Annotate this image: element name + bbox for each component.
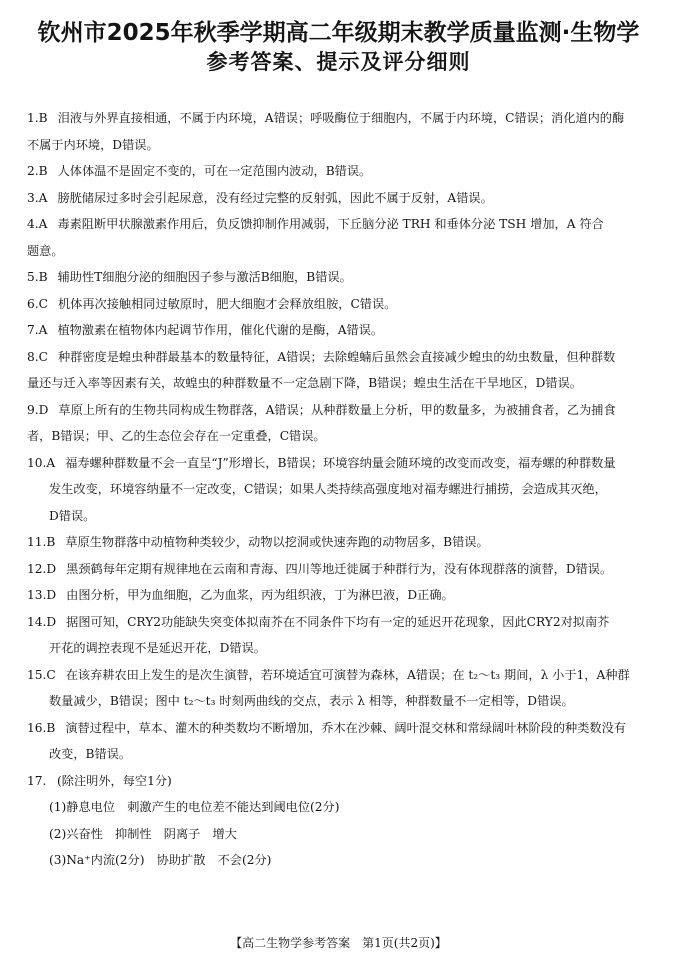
answer-item [27, 211, 652, 238]
answer-item-continuation [27, 423, 652, 450]
answer-text: 泪液与外界直接相通，不属于内环境，A错误；呼吸酶位于细胞内，不属于内环境，C错误；消化道内的酶 [57, 111, 625, 125]
answer-number: 16.B [27, 720, 56, 735]
answer-item [27, 582, 652, 609]
answer-text: 膀胱储尿过多时会引起尿意，没有经过完整的反射弧，因此不属于反射，A错误。 [57, 190, 493, 205]
answer-text: 草原生物群落中动植物种类较少，动物以挖洞或快速奔跑的动物居多，B错误。 [65, 535, 489, 549]
answer-item [27, 344, 652, 371]
answer-number: 1.B [27, 111, 48, 125]
answer-number: 10.A [27, 455, 56, 470]
answer-item [27, 105, 652, 132]
answer-number: 4.A [27, 217, 48, 231]
answer-item-continuation [27, 132, 652, 159]
answer-number: 8.C [27, 349, 48, 364]
answer-text: 种群密度是蝗虫种群最基本的数量特征，A错误；去除蝗蝻后虽然会直接减少蝗虫的幼虫数量，但种群数 [57, 349, 616, 364]
answer-number: 17. [27, 773, 47, 788]
answer-text: 植物激素在植物体内起调节作用，催化代谢的是酶，A错误。 [57, 323, 384, 337]
answer-number: 11.B [27, 535, 56, 549]
answer-item-continuation [27, 688, 652, 715]
answer-number: 12.D [27, 561, 57, 576]
answer-item [27, 185, 652, 212]
answer-item [27, 529, 652, 556]
answer-item [27, 768, 652, 795]
answer-item-continuation [27, 741, 652, 768]
answer-text: 在该弃耕农田上发生的是次生演替，若环境适宜可演替为森林，A错误；在 t₂～t₃ 期间，λ 小于1，A种群 [65, 667, 630, 682]
answer-item-continuation [27, 635, 652, 662]
answer-text: (除注明外，每空1分) [57, 773, 172, 788]
answer-text: 据图可知，CRY2功能缺失突变体拟南芥在不同条件下均有一定的延迟开花现象，因此CRY2对拟南芥 [66, 614, 610, 629]
answer-number: 15.C [27, 667, 56, 682]
q17-part: (3)Na⁺内流(2分) 协助扩散 不会(2分) [49, 853, 272, 867]
answer-item-continuation [27, 370, 652, 397]
answer-text: 开花的调控表现不是延迟开花，D错误。 [49, 641, 266, 655]
answer-item [27, 662, 652, 689]
answer-text: 题意。 [27, 243, 64, 258]
answer-item [27, 264, 652, 291]
page-footer: 【高二生物学参考答案 第1页(共2页)】 [230, 936, 447, 950]
answer-number: 13.D [27, 588, 57, 602]
answer-item-continuation [27, 503, 652, 530]
answer-text: 黑颈鹤每年定期有规律地在云南和青海、四川等地迁徙属于种群行为，没有体现群落的演替，D错误。 [66, 561, 613, 576]
answer-number: 7.A [27, 323, 48, 337]
answer-item [27, 291, 652, 318]
answer-text: 机体再次接触相同过敏原时，肥大细胞才会释放组胺，C错误。 [57, 296, 397, 311]
page-title: 钦州市2025年秋季学期高二年级期末教学质量监测·生物学 [37, 20, 640, 46]
answer-item [27, 556, 652, 583]
answer-item [27, 158, 652, 185]
answer-text: 量还与迁入率等因素有关，故蝗虫的种群数量不一定急剧下降，B错误；蝗虫生活在干旱地区，D错误。 [27, 376, 582, 390]
answer-text: 演替过程中，草本、灌木的种类数均不断增加，乔木在沙棘、阔叶混交林和常绿阔叶林阶段的种类数没有 [65, 720, 626, 735]
answer-item [27, 609, 652, 636]
answer-text: 改变，B错误。 [49, 747, 132, 761]
answer-number: 3.A [27, 190, 48, 205]
answer-item [27, 450, 652, 477]
page-subtitle: 参考答案、提示及评分细则 [206, 50, 471, 74]
answer-number: 9.D [27, 402, 49, 417]
answer-text: D错误。 [49, 508, 96, 523]
answer-item [27, 317, 652, 344]
answer-item [27, 715, 652, 742]
answer-text: 草原上所有的生物共同构成生物群落，A错误；从种群数量上分析，甲的数量多，为被捕食者，乙为捕食 [58, 402, 616, 417]
answer-text: 数量减少，B错误；图中 t₂～t₃ 时刻两曲线的交点，表示 λ 相等，种群数量不一定相等，D错误。 [49, 694, 574, 708]
answer-item-continuation [27, 238, 652, 265]
answer-item-continuation [27, 476, 652, 503]
answer-text: 不属于内环境，D错误。 [27, 137, 159, 152]
answer-item [27, 397, 652, 424]
answer-text: 人体体温不是固定不变的，可在一定范围内波动，B错误。 [57, 164, 372, 178]
answer-number: 6.C [27, 296, 48, 311]
answer-text: 由图分析，甲为血细胞，乙为血浆，丙为组织液，丁为淋巴液，D正确。 [66, 588, 454, 602]
answer-text: 者，B错误；甲、乙的生态位会存在一定重叠，C错误。 [27, 429, 326, 443]
answer-number: 14.D [27, 614, 57, 629]
answer-number: 2.B [27, 164, 48, 178]
answer-list [27, 105, 652, 874]
answer-text: 发生改变，环境容纳量不一定改变，C错误；如果人类持续高强度地对福寿螺进行捕捞，会造成其灭绝， [49, 482, 607, 496]
answer-text: 毒素阻断甲状腺激素作用后，负反馈抑制作用减弱，下丘脑分泌 TRH 和垂体分泌 TSH 增加，A 符合 [57, 217, 604, 231]
q17-part: (2)兴奋性 抑制性 阴离子 增大 [49, 826, 237, 841]
answer-number: 5.B [27, 270, 48, 284]
answer-text: 辅助性T细胞分泌的细胞因子参与激活B细胞，B错误。 [57, 270, 352, 284]
q17-part: (1)静息电位 刺激产生的电位差不能达到阈电位(2分) [49, 800, 340, 814]
answer-text: 福寿螺种群数量不会一直呈“J”形增长，B错误；环境容纳量会随环境的改变而改变，福寿螺的种群数量 [65, 455, 616, 470]
